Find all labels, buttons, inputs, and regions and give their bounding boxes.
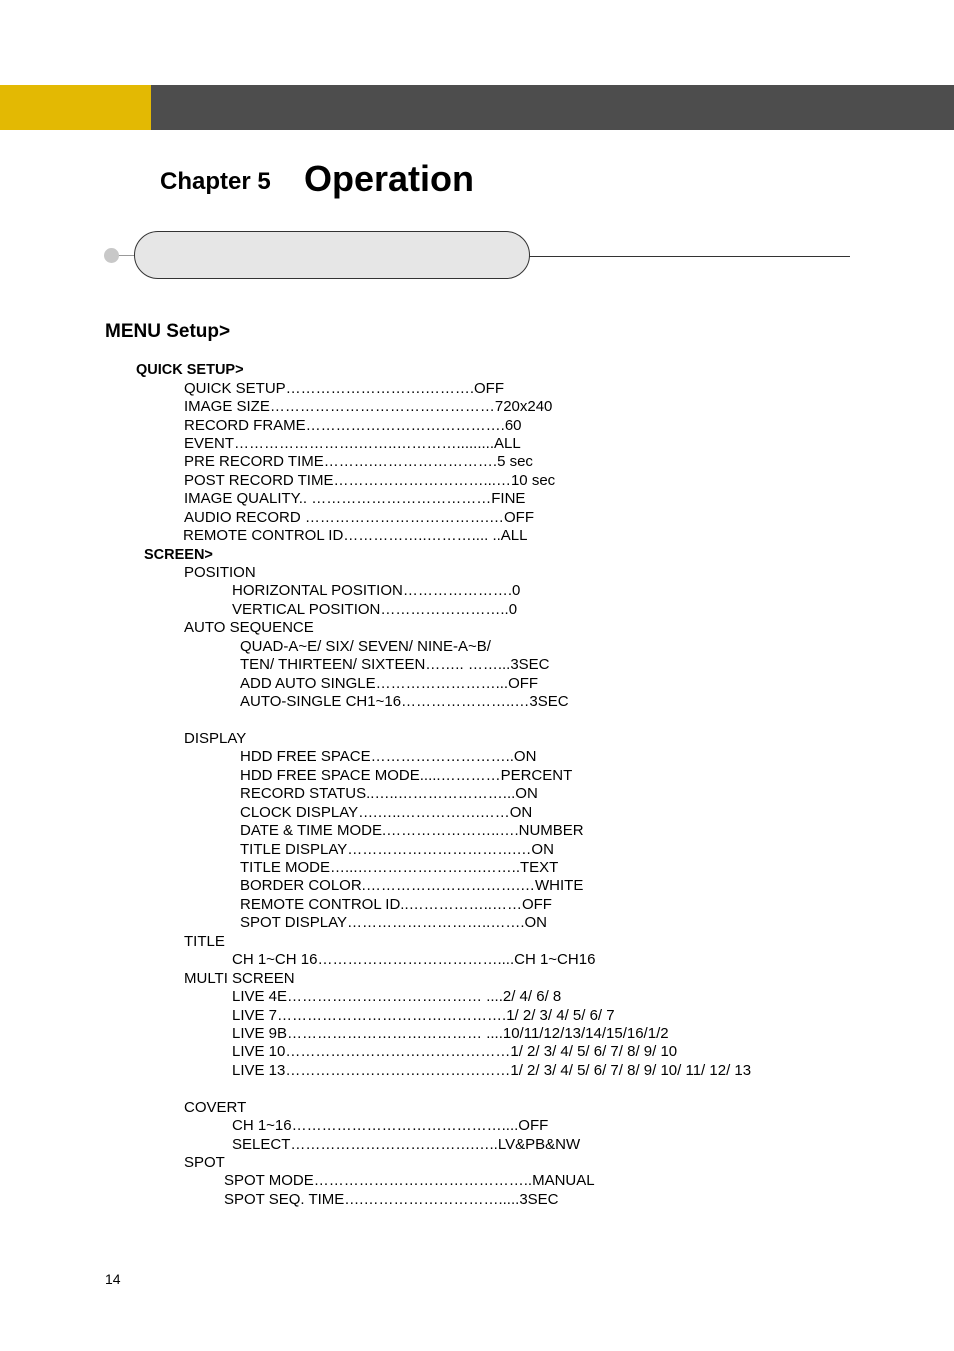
setting-line: SELECT……………………………….…..LV&PB&NW bbox=[232, 1136, 581, 1153]
setting-line: RECORD FRAME………………………………….60 bbox=[184, 417, 522, 434]
subgroup-heading: POSITION bbox=[184, 564, 256, 581]
group-heading-quick-setup: QUICK SETUP> bbox=[136, 362, 244, 378]
setting-line: EVENT…………………….……..………….........ALL bbox=[184, 435, 521, 452]
setting-line: AUTO-SINGLE CH1~16…………………..…3SEC bbox=[240, 693, 569, 710]
setting-line: IMAGE QUALITY.. ………………………………FINE bbox=[184, 490, 526, 507]
horizontal-rule bbox=[529, 256, 850, 257]
setting-line: PRE RECORD TIME……….…………………….5 sec bbox=[184, 453, 533, 470]
setting-line: SPOT SEQ. TIME….……………………….....3SEC bbox=[224, 1191, 559, 1208]
setting-line: HDD FREE SPACE………………………..ON bbox=[240, 748, 537, 765]
subgroup-heading: AUTO SEQUENCE bbox=[184, 619, 314, 636]
setting-line: IMAGE SIZE………………………………………720x240 bbox=[184, 398, 553, 415]
chapter-title: Operation bbox=[304, 158, 475, 199]
setting-line: CH 1~16……………………………………....OFF bbox=[232, 1117, 549, 1134]
setting-line: CH 1~CH 16………………………………....CH 1~CH16 bbox=[232, 951, 596, 968]
setting-line: LIVE 13………………………………………1/ 2/ 3/ 4/ 5/ 6/ 7/ 8/ 9/ 10/ 11/ 12/ 13 bbox=[232, 1062, 752, 1079]
setting-line: LIVE 10………………………………………1/ 2/ 3/ 4/ 5/ 6/ 7/ 8/ 9/ 10 bbox=[232, 1043, 678, 1060]
setting-line: CLOCK DISPLAY….…..…………….……ON bbox=[240, 804, 533, 821]
group-heading-screen: SCREEN> bbox=[144, 547, 213, 563]
setting-line: SPOT DISPLAY………………………..…….ON bbox=[240, 914, 547, 931]
setting-line: QUAD-A~E/ SIX/ SEVEN/ NINE-A~B/ bbox=[240, 638, 491, 655]
setting-line: VERTICAL POSITION……………………..0 bbox=[232, 601, 518, 618]
header-band-accent bbox=[0, 85, 151, 130]
setting-line: DATE & TIME MODE.…………………..….NUMBER bbox=[240, 822, 584, 839]
subgroup-heading: TITLE bbox=[184, 933, 225, 950]
setting-line: TITLE DISPLAY…………………………….…ON bbox=[240, 841, 554, 858]
section-heading: MENU Setup> bbox=[105, 321, 231, 342]
setting-line: BORDER COLOR.………………………….…WHITE bbox=[240, 877, 584, 894]
setting-line: REMOTE CONTROL ID..……………..……OFF bbox=[240, 896, 552, 913]
setting-line: POST RECORD TIME…………………………...…10 sec bbox=[184, 472, 556, 489]
setting-line: HDD FREE SPACE MODE.....…………PERCENT bbox=[240, 767, 573, 784]
setting-line: LIVE 7……………………………………….1/ 2/ 3/ 4/ 5/ 6/ 7 bbox=[232, 1007, 615, 1024]
setting-line: QUICK SETUP……………………….……….OFF bbox=[184, 380, 505, 397]
setting-line: AUDIO RECORD ……………………………….…OFF bbox=[184, 509, 535, 526]
bullet-dot bbox=[104, 248, 119, 263]
setting-line: TEN/ THIRTEEN/ SIXTEEN…….. ……...3SEC bbox=[240, 656, 550, 673]
page-number: 14 bbox=[105, 1271, 121, 1287]
setting-line: TITLE MODE…...…………………….……..TEXT bbox=[240, 859, 559, 876]
subgroup-heading: COVERT bbox=[184, 1099, 247, 1116]
subgroup-heading: SPOT bbox=[184, 1154, 225, 1171]
section-pill bbox=[134, 231, 530, 279]
setting-line: LIVE 4E………………………………… ....2/ 4/ 6/ 8 bbox=[232, 988, 562, 1005]
setting-line: REMOTE CONTROL ID……………..……….... ..ALL bbox=[183, 527, 528, 544]
chapter-label: Chapter 5 bbox=[160, 168, 271, 195]
setting-line: ADD AUTO SINGLE……………………...OFF bbox=[240, 675, 539, 692]
setting-line: SPOT MODE……………………………………..MANUAL bbox=[224, 1172, 595, 1189]
header-band-dark bbox=[151, 85, 954, 130]
setting-line: HORIZONTAL POSITION………………….0 bbox=[232, 582, 521, 599]
setting-line: LIVE 9B………………………………… ....10/11/12/13/14/15/16/1/2 bbox=[232, 1025, 669, 1042]
subgroup-heading: DISPLAY bbox=[184, 730, 247, 747]
subgroup-heading: MULTI SCREEN bbox=[184, 970, 295, 987]
setting-line: RECORD STATUS..…..…………………...ON bbox=[240, 785, 538, 802]
